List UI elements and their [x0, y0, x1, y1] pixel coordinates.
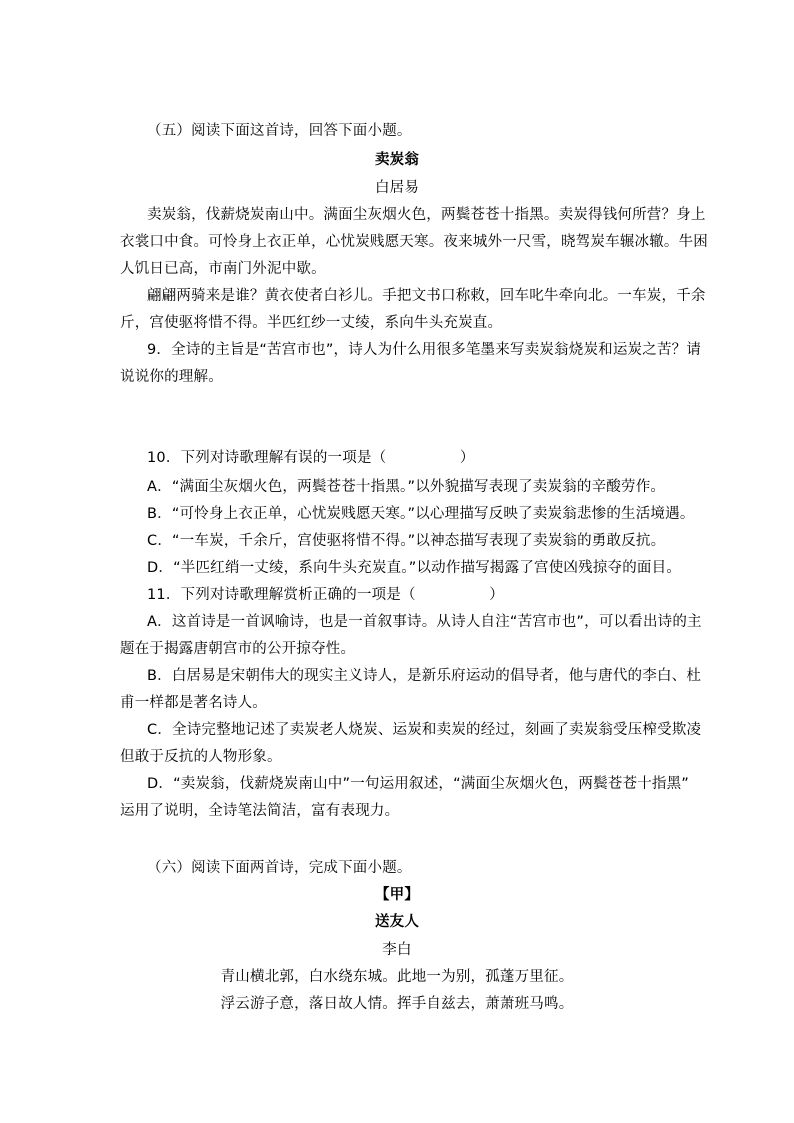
question-11-stem: 11．下列对诗歌理解赏析正确的一项是（ ） — [147, 587, 504, 603]
poem-line: 衣裳口中食。可怜身上衣正单，心忧炭贱愿天寒。夜来城外一尺雪，晓驾炭车辗冰辙。牛困 — [120, 234, 708, 250]
question-11-option-a: A．这首诗是一首讽喻诗，也是一首叙事诗。从诗人自注“苦宫市也”，可以看出诗的主 — [147, 614, 702, 630]
poem-line: 人饥日已高，市南门外泥中歇。 — [120, 261, 326, 277]
question-10-option-a: A．“满面尘灰烟火色，两鬓苍苍十指黑。”以外貌描写表现了卖炭翁的辛酸劳作。 — [147, 479, 666, 495]
poem-title: 卖炭翁 — [374, 152, 420, 168]
question-9: 9．全诗的主旨是“苦宫市也”，诗人为什么用很多笔墨来写卖炭翁烧炭和运炭之苦？请 — [147, 342, 702, 358]
poem-author: 白居易 — [374, 180, 420, 196]
poem-line: 斤，宫使驱将惜不得。半匹红纱一丈绫，系向牛头充炭直。 — [120, 315, 503, 331]
question-10-option-d: D．“半匹红绡一丈绫，系向牛头充炭直。”以动作描写揭露了宫使凶残掠夺的面目。 — [147, 560, 682, 576]
section5-intro: （五）阅读下面这首诗，回答下面小题。 — [147, 123, 412, 139]
question-11-option-c-cont: 但敢于反抗的人物形象。 — [120, 749, 282, 765]
question-11-option-a-cont: 题在于揭露唐朝宫市的公开掠夺性。 — [120, 641, 356, 657]
question-11-option-d: D．“卖炭翁，伐薪烧炭南山中”一句运用叙述，“满面尘灰烟火色，两鬓苍苍十指黑” — [147, 776, 690, 792]
question-10-option-c: C．“一车炭，千余斤，宫使驱将惜不得。”以神态描写表现了卖炭翁的勇敢反抗。 — [147, 533, 666, 549]
question-11-option-b: B．白居易是宋朝伟大的现实主义诗人，是新乐府运动的倡导者，他与唐代的李白、杜 — [147, 668, 702, 684]
poem-line: 浮云游子意，落日故人情。挥手自兹去，萧萧班马鸣。 — [220, 996, 574, 1012]
question-11-option-d-cont: 运用了说明，全诗笔法简洁，富有表现力。 — [120, 803, 400, 819]
poem-label: 【甲】 — [374, 887, 420, 903]
question-10-option-b: B．“可怜身上衣正单，心忧炭贱愿天寒。”以心理描写反映了卖炭翁悲惨的生活境遇。 — [147, 506, 695, 522]
poem-line: 翩翩两骑来是谁？黄衣使者白衫儿。手把文书口称敕，回车叱牛牵向北。一车炭，千余 — [147, 288, 706, 304]
question-11-option-b-cont: 甫一样都是著名诗人。 — [120, 695, 267, 711]
question-11-option-c: C．全诗完整地记述了卖炭老人烧炭、运炭和卖炭的经过，刻画了卖炭翁受压榨受欺凌 — [147, 722, 702, 738]
poem-title: 送友人 — [374, 914, 420, 930]
poem-line: 卖炭翁，伐薪烧炭南山中。满面尘灰烟火色，两鬓苍苍十指黑。卖炭得钱何所营？身上 — [147, 207, 706, 223]
section6-intro: （六）阅读下面两首诗，完成下面小题。 — [147, 860, 412, 876]
question-9-cont: 说说你的理解。 — [120, 369, 223, 385]
poem-line: 青山横北郭，白水绕东城。此地一为别，孤蓬万里征。 — [220, 969, 574, 985]
question-10-stem: 10．下列对诗歌理解有误的一项是（ ） — [147, 450, 475, 466]
poem-author: 李白 — [382, 942, 412, 958]
